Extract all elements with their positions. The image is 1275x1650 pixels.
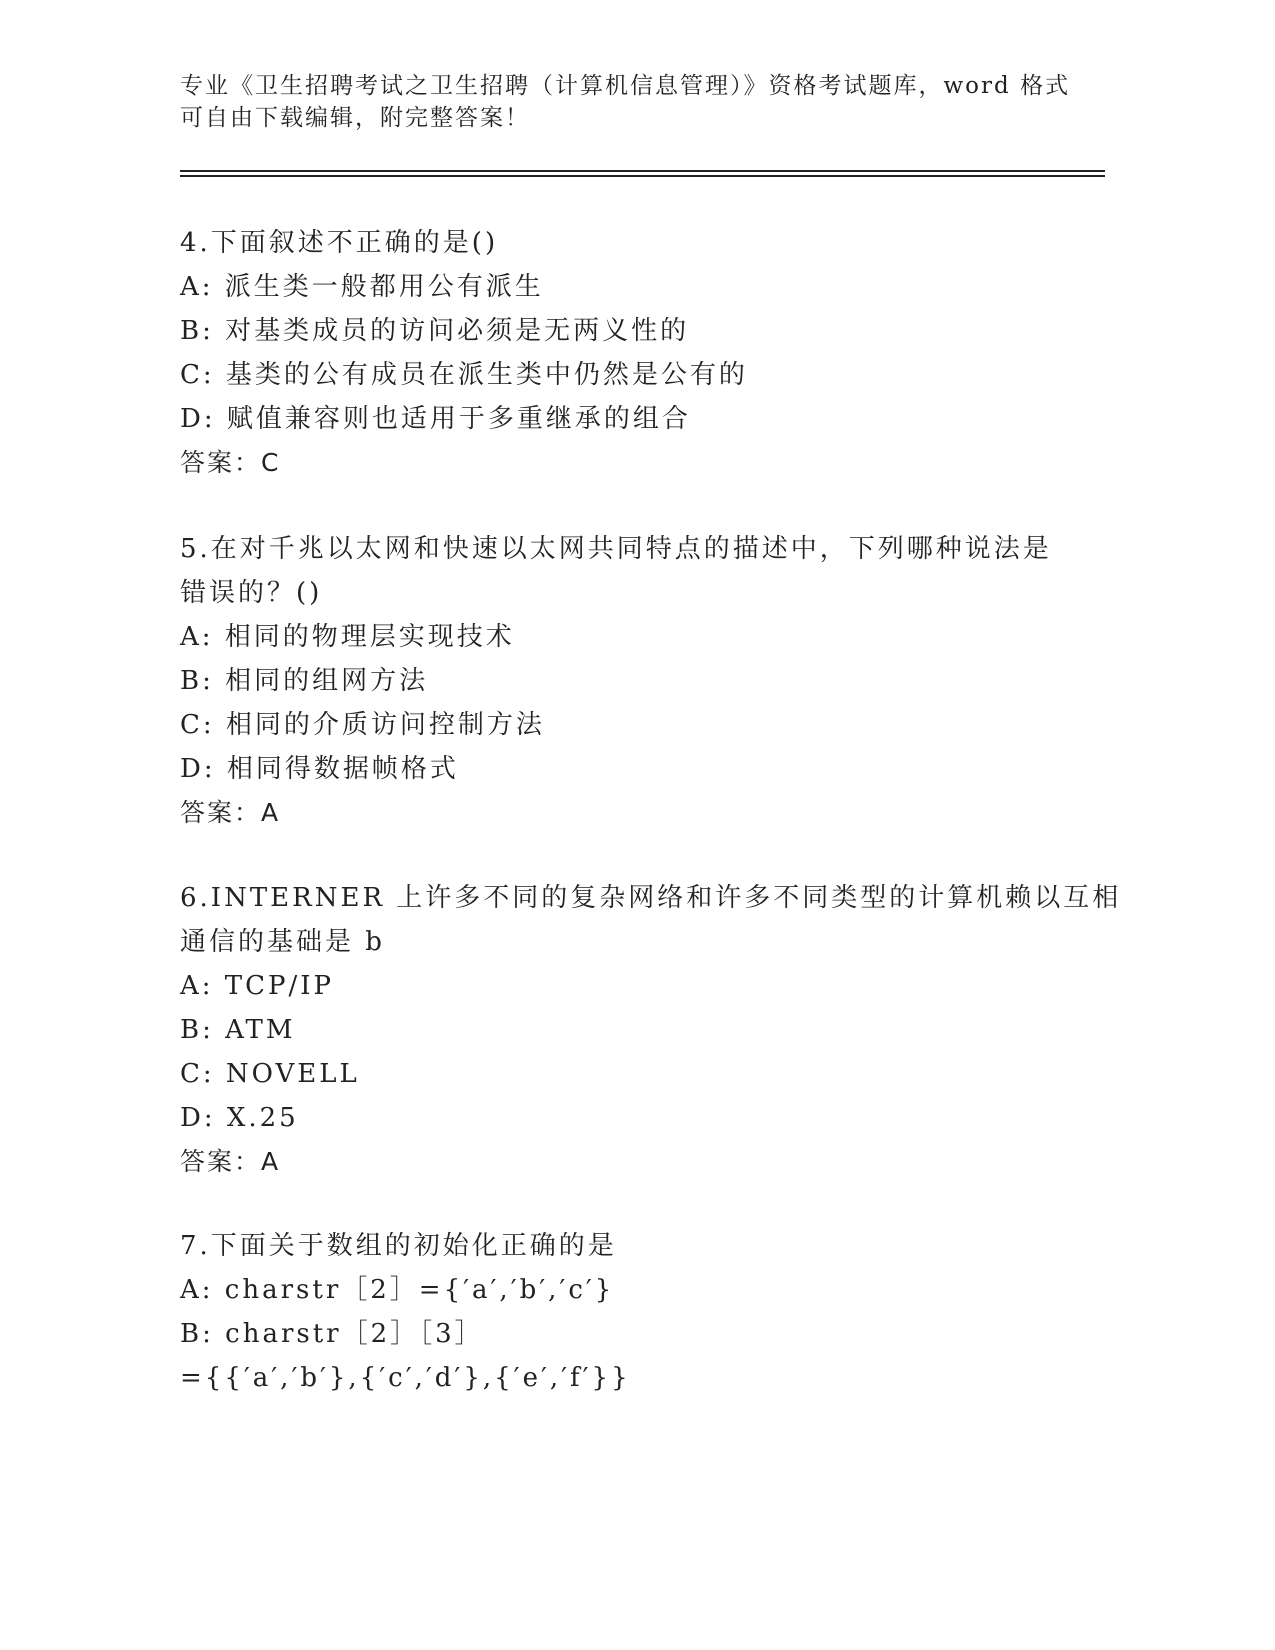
question-4 — [180, 221, 1060, 485]
question-7 — [180, 1224, 1060, 1400]
header-line-1: 专业《卫生招聘考试之卫生招聘（计算机信息管理）》资格考试题库，word 格式 — [180, 73, 1071, 99]
option-c: C: NOVELL — [180, 1059, 360, 1089]
option-b: B: 对基类成员的访问必须是无两义性的 — [180, 316, 690, 346]
answer-text: 答案：A — [180, 1147, 281, 1176]
option-b: B: ATM — [180, 1015, 296, 1045]
question-stem-line-2: 错误的？() — [180, 578, 323, 608]
question-6 — [180, 876, 1122, 1184]
option-c: C: 相同的介质访问控制方法 — [180, 710, 545, 740]
option-b: B: charstr［2］［3］ — [180, 1319, 484, 1349]
option-a: A: 派生类一般都用公有派生 — [180, 272, 544, 302]
header-line-2: 可自由下载编辑，附完整答案！ — [180, 105, 530, 131]
answer-text: 答案：C — [180, 448, 281, 477]
option-b: B: 相同的组网方法 — [180, 666, 429, 696]
option-d: D: 赋值兼容则也适用于多重继承的组合 — [180, 404, 691, 434]
document-header — [180, 70, 1080, 134]
question-stem-line-1: 5.在对千兆以太网和快速以太网共同特点的描述中，下列哪种说法是 — [180, 534, 1052, 564]
question-5 — [180, 527, 1060, 835]
header-divider-top — [180, 170, 1105, 172]
answer-text: 答案：A — [180, 798, 281, 827]
option-a: A: charstr［2］={′a′,′b′,′c′} — [180, 1275, 615, 1305]
header-divider-bottom — [180, 175, 1105, 177]
question-stem: 7.下面关于数组的初始化正确的是 — [180, 1231, 617, 1261]
question-stem: 4.下面叙述不正确的是() — [180, 228, 499, 258]
option-d: D: X.25 — [180, 1103, 299, 1133]
question-stem-line-1: 6.INTERNER 上许多不同的复杂网络和许多不同类型的计算机赖以互相 — [180, 883, 1122, 913]
option-d: D: 相同得数据帧格式 — [180, 754, 459, 784]
question-stem-line-2: 通信的基础是 b — [180, 927, 385, 957]
option-a: A: 相同的物理层实现技术 — [180, 622, 515, 652]
option-b-continued: ={{′a′,′b′},{′c′,′d′},{′e′,′f′}} — [180, 1363, 631, 1393]
option-a: A: TCP/IP — [180, 971, 335, 1001]
option-c: C: 基类的公有成员在派生类中仍然是公有的 — [180, 360, 748, 390]
